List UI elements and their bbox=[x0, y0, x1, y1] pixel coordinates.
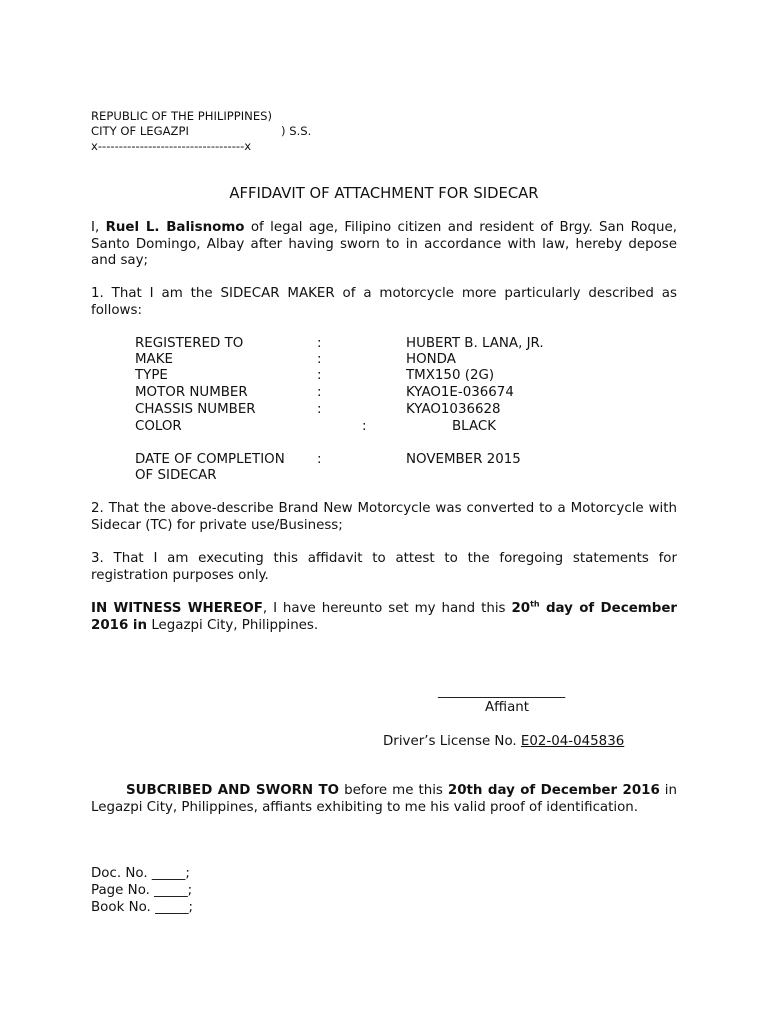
detail-row-registered-to bbox=[135, 336, 655, 353]
license-number: E02-04-045836 bbox=[520, 734, 625, 749]
detail-row-date-of-completion bbox=[135, 452, 655, 469]
subscribed-paragraph: SUBCRIBED AND SWORN TO before me this 20th day of December 2016 in Legazpi City, Philippines, affiants exhibiting to me his valid proof of identification. bbox=[91, 783, 677, 815]
header-city: CITY OF LEGAZPI bbox=[91, 124, 189, 138]
detail-row-motor-number bbox=[135, 385, 655, 402]
detail-label: MAKE bbox=[135, 352, 173, 367]
affiant-name: Ruel L. Balisnomo bbox=[105, 220, 245, 235]
detail-colon: : bbox=[317, 452, 322, 467]
detail-label: MOTOR NUMBER bbox=[135, 385, 248, 400]
header-republic: REPUBLIC OF THE PHILIPPINES) bbox=[91, 109, 273, 123]
affiant-label: Affiant bbox=[485, 700, 530, 715]
detail-value: KYAO1036628 bbox=[406, 402, 501, 417]
book-number: Book No. _____; bbox=[91, 900, 194, 915]
detail-label: REGISTERED TO bbox=[135, 336, 244, 351]
detail-colon: : bbox=[317, 352, 322, 367]
detail-label: COLOR bbox=[135, 419, 182, 434]
detail-value: TMX150 (2G) bbox=[406, 368, 495, 383]
document-title: AFFIDAVIT OF ATTACHMENT FOR SIDECAR bbox=[229, 185, 539, 202]
detail-value: BLACK bbox=[452, 419, 497, 434]
witness-paragraph: IN WITNESS WHEREOF, I have hereunto set my hand this 20th day of December 2016 in Legazpi City, Philippines. bbox=[91, 599, 678, 633]
detail-colon: : bbox=[317, 336, 322, 351]
detail-colon: : bbox=[317, 368, 322, 383]
detail-label: OF SIDECAR bbox=[135, 468, 217, 483]
detail-value: HUBERT B. LANA, JR. bbox=[406, 336, 544, 351]
header-divider: x-----------------------------------x bbox=[91, 139, 252, 153]
intro-paragraph: I, Ruel L. Balisnomo of legal age, Filipino citizen and resident of Brgy. San Roque, Santo Domingo, Albay after having sworn to in accordance with law, hereby depose and say; bbox=[91, 220, 677, 268]
detail-value: KYAO1E-036674 bbox=[406, 385, 514, 400]
paragraph-1: 1. That I am the SIDECAR MAKER of a motorcycle more particularly described as follows: bbox=[91, 286, 677, 318]
detail-row-of-sidecar bbox=[135, 468, 655, 485]
paragraph-2: 2. That the above-describe Brand New Motorcycle was converted to a Motorcycle with Sidecar (TC) for private use/Business; bbox=[91, 501, 677, 533]
detail-label: CHASSIS NUMBER bbox=[135, 402, 256, 417]
paragraph-3: 3. That I am executing this affidavit to attest to the foregoing statements for registration purposes only. bbox=[91, 551, 677, 583]
detail-label: TYPE bbox=[135, 368, 168, 383]
detail-row-chassis-number bbox=[135, 402, 655, 419]
detail-row-color bbox=[135, 419, 655, 436]
header-ss: ) S.S. bbox=[281, 124, 312, 138]
page-number: Page No. _____; bbox=[91, 883, 193, 898]
detail-colon: : bbox=[362, 419, 367, 434]
doc-number: Doc. No. _____; bbox=[91, 866, 190, 881]
detail-value: HONDA bbox=[406, 352, 456, 367]
detail-colon: : bbox=[317, 402, 322, 417]
detail-label: DATE OF COMPLETION bbox=[135, 452, 285, 467]
signature-line: ___________________ bbox=[438, 684, 566, 699]
detail-row-type bbox=[135, 368, 655, 385]
drivers-license: Driver’s License No. E02-04-045836 bbox=[383, 734, 625, 749]
detail-row-make bbox=[135, 352, 655, 369]
detail-value: NOVEMBER 2015 bbox=[406, 452, 521, 467]
detail-colon: : bbox=[317, 385, 322, 400]
